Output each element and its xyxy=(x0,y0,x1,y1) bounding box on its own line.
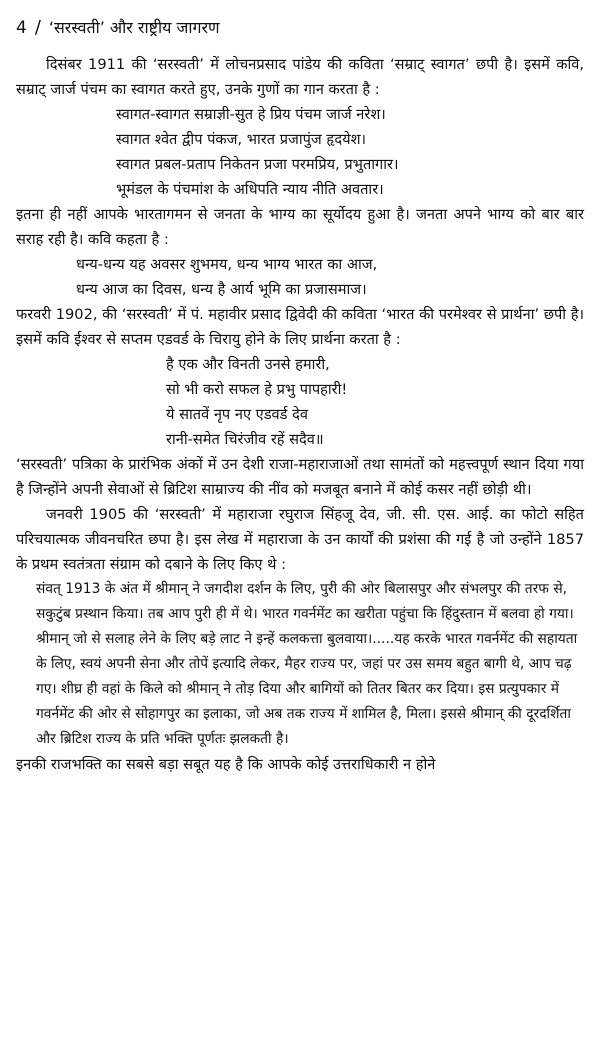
paragraph-6: इनकी राजभक्ति का सबसे बड़ा सबूत यह है कि आपके कोई उत्तराधिकारी न होने xyxy=(16,756,436,773)
paragraph-3: फरवरी 1902, की ‘सरस्वती’ में पं. महावीर प्रसाद द्विवेदी की कविता ‘भारत की परमेश्वर से प्रार्थना’ छपी है। इसमें कवि ईश्वर से सप्तम एडवर्ड के चिरायु होने के लिए प्रार्थना करता है : xyxy=(16,306,584,348)
page-number: 4 xyxy=(16,18,27,38)
verse-block-2 xyxy=(16,252,584,302)
verse-line: है एक और विनती उनसे हमारी, xyxy=(166,356,330,373)
paragraph-4: ‘सरस्वती’ पत्रिका के प्रारंभिक अंकों में उन देशी राजा-महाराजाओं तथा सामंतों को महत्त्वपूर्ण स्थान दिया गया है जिन्होंने अपनी सेवाओं से ब्रिटिश साम्राज्य की नींव को मजबूत बनाने में कोई कसर नहीं छोड़ी थी। xyxy=(16,456,584,498)
verse-line: सो भी करो सफल हे प्रभु पापहारी! xyxy=(166,381,348,398)
verse-line: भूमंडल के पंचमांश के अधिपति न्याय नीति अवतार। xyxy=(116,181,384,198)
verse-line: धन्य-धन्य यह अवसर शुभमय, धन्य भाग्य भारत का आज, xyxy=(76,256,378,273)
verse-line: धन्य आज का दिवस, धन्य है आर्य भूमि का प्रजासमाज। xyxy=(76,281,367,298)
paragraph-2: इतना ही नहीं आपके भारतागमन से जनता के भाग्य का सूर्योदय हुआ है। जनता अपने भाग्य को बार बार सराह रही है। कवि कहता है : xyxy=(16,206,584,248)
verse-line: स्वागत प्रबल-प्रताप निकेतन प्रजा परमप्रिय, प्रभुतागार। xyxy=(116,156,399,173)
verse-line: स्वागत श्वेत द्वीप पंकज, भारत प्रजापुंज हृदयेश। xyxy=(116,131,367,148)
paragraph-5: जनवरी 1905 की ‘सरस्वती’ में महाराजा रघुराज सिंहजू देव, जी. सी. एस. आई. का फोटो सहित परिचयात्मक जीवनचरित छपा है। इस लेख में महाराजा के उन कार्यों की प्रशंसा की गई है जो उन्होंने 1857 के प्रथम स्वतंत्रता संग्राम को दबाने के लिए किए थे : xyxy=(16,506,584,573)
verse-block-1 xyxy=(16,102,584,202)
paragraph-1: दिसंबर 1911 की ‘सरस्वती’ में लोचनप्रसाद पांडेय की कविता ‘सम्राट् स्वागत’ छपी है। इसमें कवि, सम्राट् जार्ज पंचम का स्वागत करते हुए, उनके गुणों का गान करता है : xyxy=(16,56,584,98)
verse-line: ये सातवें नृप नए एडवर्ड देव xyxy=(166,406,308,423)
verse-line: स्वागत-स्वागत सम्राज्ञी-सुत हे प्रिय पंचम जार्ज नरेश। xyxy=(116,106,386,123)
block-quote: संवत् 1913 के अंत में श्रीमान् ने जगदीश दर्शन के लिए, पुरी की ओर बिलासपुर और संभलपुर की तरफ से, सकुटुंब प्रस्थान किया। तब आप पुरी ही में थे। भारत गवर्नमेंट का खरीता पहुंचा कि हिंदुस्तान में बलवा हो गया। श्रीमान् जो से सलाह लेने के लिए बड़े लाट ने इन्हें कलकत्ता बुलवाया।.....यह करके भारत गवर्नमेंट की सहायता के लिए, स्वयं अपनी सेना और तोपें इत्यादि लेकर, मैहर राज्य पर, जहां पर उस समय बहुत बागी थे, आप चढ़ गए। शीघ्र ही वहां के किले को श्रीमान् ने तोड़ दिया और बागियों को तितर बितर कर दिया। इस प्रत्युपकार में गवर्नमेंट की ओर से सोहागपुर का इलाका, जो अब तक राज्य में शामिल है, मिला। इससे श्रीमान् की दूरदर्शिता और ब्रिटिश राज्य के प्रति भक्ति पूर्णतः झलकती है। xyxy=(36,581,578,747)
verse-block-3 xyxy=(16,352,584,452)
verse-line: रानी-समेत चिरंजीव रहें सदैव॥ xyxy=(166,431,324,448)
running-title: ‘सरस्वती’ और राष्ट्रीय जागरण xyxy=(48,18,220,37)
header-separator: / xyxy=(34,17,41,38)
running-header xyxy=(16,0,584,38)
